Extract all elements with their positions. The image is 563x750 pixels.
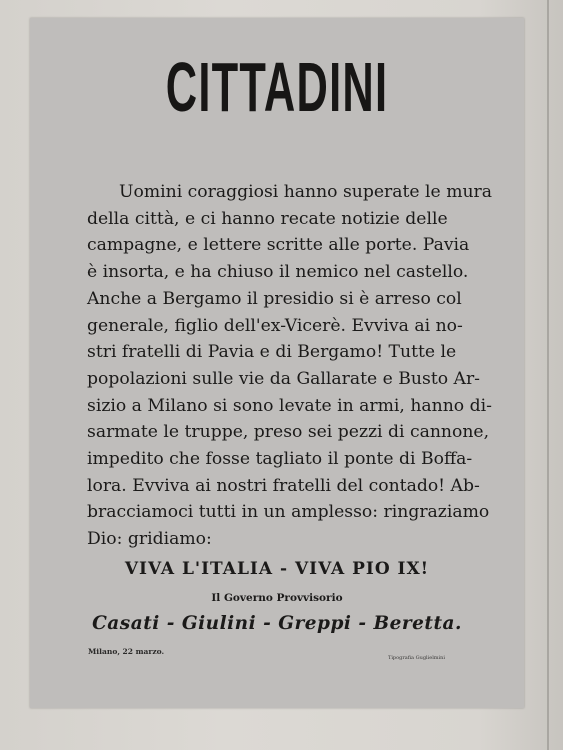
body-line: sizio a Milano si sono levate in armi, hanno di- [87,395,492,416]
printer-credit: Tipografia Guglielmini [388,655,445,661]
body-line: della città, e ci hanno recate notizie delle [87,208,448,229]
body-line: generale, figlio dell'ex-Vicerè. Evviva ai no- [87,315,463,336]
body-line: lora. Evviva ai nostri fratelli del contado! Ab- [87,475,480,496]
body-line: Dio: gridiamo: [87,529,212,550]
body-line: Anche a Bergamo il presidio si è arreso col [87,288,462,309]
poster-title: CITTADINI [165,48,389,126]
body-line: sarmate le truppe, preso sei pezzi di cannone, [87,422,490,443]
body-line: campagne, e lettere scritte alle porte. Pavia [87,235,470,256]
body-line: è insorta, e ha chiuso il nemico nel castello. [87,262,469,283]
page-gutter-line [547,0,549,750]
proclamation-poster [30,18,524,708]
body-line: popolazioni sulle vie da Gallarate e Busto Ar- [87,368,480,389]
poster-slogan: VIVA L'ITALIA - VIVA PIO IX! [124,559,430,579]
government-line: Il Governo Provvisorio [211,592,343,604]
body-line: Uomini coraggiosi hanno superate le mura [119,182,493,202]
body-line: impedito che fosse tagliato il ponte di Boffa- [87,449,473,470]
signatories-line: Casati - Giulini - Greppi - Beretta. [92,613,462,634]
place-date: Milano, 22 marzo. [88,647,165,656]
body-line: stri fratelli di Pavia e di Bergamo! Tutte le [87,342,457,363]
poster-body [87,179,507,553]
body-line: bracciamoci tutti in un amplesso: ringraziamo [87,502,490,523]
